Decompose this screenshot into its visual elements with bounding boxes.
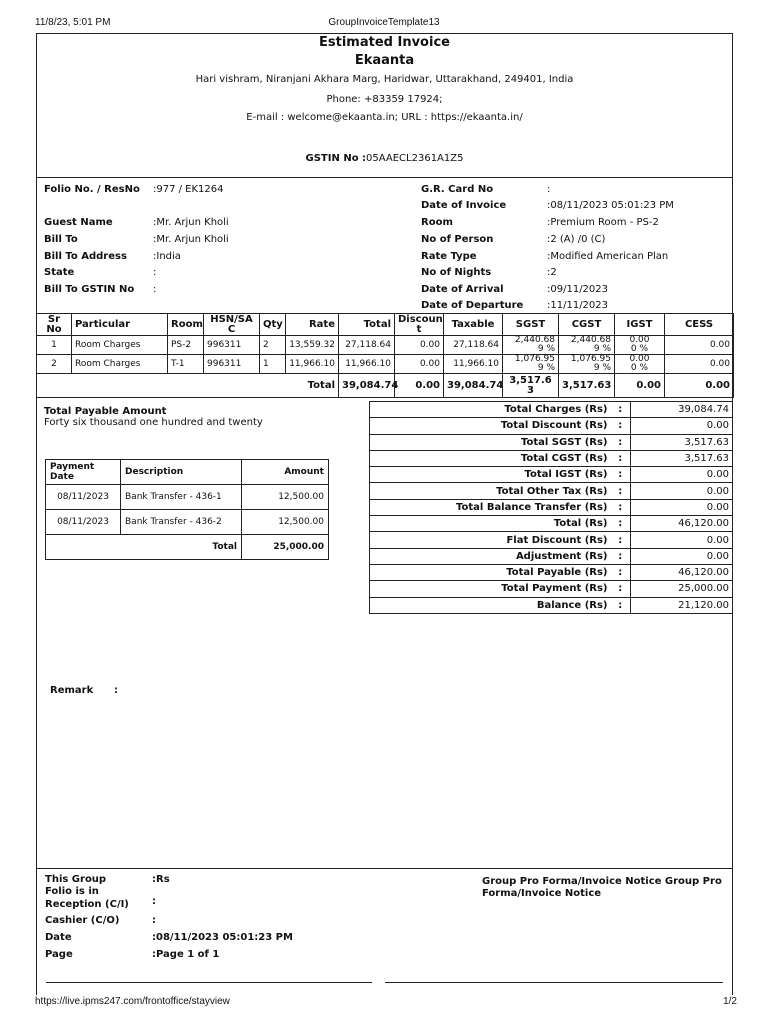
- departure-value: :11/11/2023: [547, 300, 609, 311]
- payment-date: 08/11/2023: [46, 485, 121, 510]
- total-payable-text: Forty six thousand one hundred and twenty: [44, 417, 263, 428]
- charges-total-igst: 0.00: [615, 374, 665, 398]
- billaddr-value: :India: [153, 251, 181, 262]
- charges-total-taxable: 39,084.74: [444, 374, 503, 398]
- summary-table: [369, 401, 733, 614]
- remark: [50, 685, 118, 696]
- invoice-notice: Group Pro Forma/Invoice Notice Group Pro Forma/Invoice Notice: [482, 876, 722, 899]
- summary-value: 3,517.63: [631, 434, 733, 450]
- sgst-amount: 2,440.68: [514, 335, 555, 345]
- invoice-document: [36, 33, 733, 995]
- summary-label: Total CGST (Rs): [370, 450, 611, 466]
- cell-particular: Room Charges: [72, 355, 168, 374]
- cell-taxable: 27,118.64: [444, 336, 503, 355]
- state-label: State: [44, 267, 75, 278]
- departure-label: Date of Departure: [421, 300, 524, 311]
- reception-value: :: [152, 896, 156, 907]
- igst-percent: 0 %: [630, 363, 649, 373]
- summary-value: 3,517.63: [631, 450, 733, 466]
- hotel-address: Hari vishram, Niranjani Akhara Marg, Haridwar, Uttarakhand, 249401, India: [195, 74, 574, 85]
- summary-colon: :: [611, 581, 631, 597]
- total-payable-words: [44, 406, 263, 428]
- persons-label: No of Person: [421, 234, 494, 245]
- table-row: [46, 485, 329, 510]
- date-row: [45, 932, 293, 943]
- persons-value: :2 (A) /0 (C): [547, 234, 606, 245]
- col-discount: Discoun t: [395, 314, 444, 336]
- cell-rate: 11,966.10: [286, 355, 339, 374]
- summary-value: 46,120.00: [631, 516, 733, 532]
- cell-cgst: [559, 336, 615, 355]
- table-row: [46, 510, 329, 535]
- summary-label: Total Discount (Rs): [370, 418, 611, 434]
- print-page-count: 1/2: [723, 996, 737, 1007]
- cell-sr: 2: [37, 355, 72, 374]
- summary-label: Balance (Rs): [370, 597, 611, 613]
- charges-total-cgst: 3,517.63: [559, 374, 615, 398]
- signature-line-left: [46, 982, 372, 983]
- igst-percent: 0 %: [630, 344, 649, 354]
- sgst-percent: 9 %: [537, 344, 555, 354]
- col-igst: IGST: [615, 314, 665, 336]
- print-page-title: GroupInvoiceTemplate13: [328, 17, 440, 28]
- remark-colon: :: [114, 685, 118, 696]
- doi-value: :08/11/2023 05:01:23 PM: [547, 200, 674, 211]
- hotel-phone: Phone: +83359 17924;: [326, 94, 443, 105]
- cell-discount: 0.00: [395, 355, 444, 374]
- invoice-title: Estimated Invoice: [319, 35, 450, 50]
- summary-row: [370, 532, 733, 548]
- invoice-header: [37, 34, 732, 178]
- summary-colon: :: [611, 532, 631, 548]
- nights-label: No of Nights: [421, 267, 492, 278]
- date-value: :08/11/2023 05:01:23 PM: [152, 932, 293, 943]
- summary-value: 0.00: [631, 483, 733, 499]
- print-header: [0, 0, 768, 34]
- page-row: [45, 949, 220, 960]
- igst-amount: 0.00: [629, 335, 650, 345]
- summary-label: Total Other Tax (Rs): [370, 483, 611, 499]
- col-cess: CESS: [665, 314, 734, 336]
- room-label: Room: [421, 217, 453, 228]
- charges-total-row: [37, 374, 734, 398]
- gstin-value: 05AAECL2361A1Z5: [366, 153, 464, 164]
- payments-table: [45, 459, 329, 560]
- folio-label: Folio No. / ResNo: [44, 184, 140, 195]
- col-rate: Rate: [286, 314, 339, 336]
- cell-discount: 0.00: [395, 336, 444, 355]
- cell-hsn: 996311: [204, 355, 260, 374]
- charges-total-label: Total: [37, 374, 339, 398]
- summary-colon: :: [611, 499, 631, 515]
- room-value: :Premium Room - PS-2: [547, 217, 659, 228]
- cell-taxable: 11,966.10: [444, 355, 503, 374]
- table-row: [37, 336, 734, 355]
- cell-cgst: [559, 355, 615, 374]
- payments-total-row: [46, 535, 329, 560]
- state-value: :: [153, 267, 157, 278]
- payments-total-label: Total: [46, 535, 242, 560]
- summary-value: 39,084.74: [631, 402, 733, 418]
- table-row: [37, 355, 734, 374]
- col-payment-date: Payment Date: [46, 460, 121, 485]
- charges-table: [36, 313, 734, 398]
- cashier-row: [45, 915, 156, 926]
- summary-value: 0.00: [631, 467, 733, 483]
- cell-sgst: [503, 355, 559, 374]
- cell-igst: [615, 336, 665, 355]
- col-description: Description: [121, 460, 242, 485]
- payment-description: Bank Transfer - 436-1: [121, 485, 242, 510]
- summary-colon: :: [611, 467, 631, 483]
- group-folio-value: :Rs: [152, 874, 170, 885]
- bill-gstin-label: Bill To GSTIN No: [44, 284, 135, 295]
- summary-colon: :: [611, 516, 631, 532]
- cell-sr: 1: [37, 336, 72, 355]
- group-folio-row: [45, 874, 170, 898]
- cgst-amount: 2,440.68: [570, 335, 611, 345]
- grcard-value: :: [547, 184, 551, 195]
- payment-description: Bank Transfer - 436-2: [121, 510, 242, 535]
- print-footer: [0, 996, 768, 1016]
- summary-row: [370, 597, 733, 613]
- charges-total-sgst: 3,517.6 3: [503, 374, 559, 398]
- summary-value: 21,120.00: [631, 597, 733, 613]
- summary-colon: :: [611, 402, 631, 418]
- group-folio-label: This Group Folio is in: [45, 874, 107, 897]
- guest-label: Guest Name: [44, 217, 113, 228]
- summary-row: [370, 516, 733, 532]
- bill-gstin-value: :: [153, 284, 157, 295]
- summary-row: [370, 548, 733, 564]
- igst-amount: 0.00: [629, 354, 650, 364]
- grcard-label: G.R. Card No: [421, 184, 494, 195]
- summary-row: [370, 499, 733, 515]
- arrival-label: Date of Arrival: [421, 284, 504, 295]
- summary-row: [370, 564, 733, 580]
- hotel-gstin: [37, 153, 732, 164]
- cell-rate: 13,559.32: [286, 336, 339, 355]
- cgst-amount: 1,076.95: [570, 354, 611, 364]
- page-label: Page: [45, 949, 73, 960]
- summary-label: Total SGST (Rs): [370, 434, 611, 450]
- col-srno: Sr No: [37, 314, 72, 336]
- print-url: https://live.ipms247.com/frontoffice/stayview: [35, 996, 230, 1007]
- ratetype-label: Rate Type: [421, 251, 477, 262]
- cell-room: T-1: [168, 355, 204, 374]
- summary-label: Total Balance Transfer (Rs): [370, 499, 611, 515]
- summary-row: [370, 418, 733, 434]
- summary-row: [370, 450, 733, 466]
- charges-total-cess: 0.00: [665, 374, 734, 398]
- guest-value: :Mr. Arjun Kholi: [153, 217, 229, 228]
- col-sgst: SGST: [503, 314, 559, 336]
- cell-qty: 2: [260, 336, 286, 355]
- date-label: Date: [45, 932, 72, 943]
- sgst-percent: 9 %: [537, 363, 555, 373]
- col-particular: Particular: [72, 314, 168, 336]
- nights-value: :2: [547, 267, 557, 278]
- gstin-label: GSTIN No :: [305, 153, 367, 164]
- col-total: Total: [339, 314, 395, 336]
- cell-cess: 0.00: [665, 355, 734, 374]
- cell-sgst: [503, 336, 559, 355]
- summary-colon: :: [611, 548, 631, 564]
- summary-colon: :: [611, 564, 631, 580]
- summary-value: 0.00: [631, 418, 733, 434]
- summary-value: 25,000.00: [631, 581, 733, 597]
- cell-hsn: 996311: [204, 336, 260, 355]
- cell-total: 11,966.10: [339, 355, 395, 374]
- hotel-email: E-mail : welcome@ekaanta.in; URL : https://ekaanta.in/: [246, 112, 523, 123]
- billaddr-label: Bill To Address: [44, 251, 127, 262]
- charges-total-amount: 39,084.74: [339, 374, 395, 398]
- summary-label: Total (Rs): [370, 516, 611, 532]
- col-room: Room: [168, 314, 204, 336]
- payment-date: 08/11/2023: [46, 510, 121, 535]
- charges-total-discount: 0.00: [395, 374, 444, 398]
- summary-row: [370, 581, 733, 597]
- summary-colon: :: [611, 434, 631, 450]
- cell-igst: [615, 355, 665, 374]
- summary-label: Total Charges (Rs): [370, 402, 611, 418]
- arrival-value: :09/11/2023: [547, 284, 609, 295]
- summary-value: 0.00: [631, 499, 733, 515]
- payments-total-value: 25,000.00: [242, 535, 329, 560]
- cell-particular: Room Charges: [72, 336, 168, 355]
- cell-qty: 1: [260, 355, 286, 374]
- reception-row: [45, 896, 156, 910]
- cell-room: PS-2: [168, 336, 204, 355]
- folio-value: :977 / EK1264: [153, 184, 224, 195]
- summary-label: Adjustment (Rs): [370, 548, 611, 564]
- summary-row: [370, 402, 733, 418]
- cashier-label: Cashier (C/O): [45, 915, 120, 926]
- summary-label: Total IGST (Rs): [370, 467, 611, 483]
- billto-value: :Mr. Arjun Kholi: [153, 234, 229, 245]
- cgst-percent: 9 %: [593, 363, 611, 373]
- doi-label: Date of Invoice: [421, 200, 507, 211]
- print-timestamp: 11/8/23, 5:01 PM: [35, 17, 111, 28]
- summary-colon: :: [611, 418, 631, 434]
- signature-line-right: [385, 982, 723, 983]
- hotel-name: Ekaanta: [354, 53, 415, 68]
- summary-value: 0.00: [631, 532, 733, 548]
- total-payable-heading: Total Payable Amount: [44, 406, 167, 417]
- page-value: :Page 1 of 1: [152, 949, 220, 960]
- summary-value: 0.00: [631, 548, 733, 564]
- summary-label: Total Payment (Rs): [370, 581, 611, 597]
- summary-row: [370, 467, 733, 483]
- summary-value: 46,120.00: [631, 564, 733, 580]
- summary-colon: :: [611, 450, 631, 466]
- cashier-value: :: [152, 915, 156, 926]
- summary-colon: :: [611, 483, 631, 499]
- payment-amount: 12,500.00: [242, 510, 329, 535]
- invoice-footer: [37, 868, 732, 960]
- ratetype-value: :Modified American Plan: [547, 251, 669, 262]
- summary-label: Flat Discount (Rs): [370, 532, 611, 548]
- billto-label: Bill To: [44, 234, 78, 245]
- col-taxable: Taxable: [444, 314, 503, 336]
- sgst-amount: 1,076.95: [514, 354, 555, 364]
- col-cgst: CGST: [559, 314, 615, 336]
- cell-total: 27,118.64: [339, 336, 395, 355]
- summary-label: Total Payable (Rs): [370, 564, 611, 580]
- payments-header-row: [46, 460, 329, 485]
- summary-colon: :: [611, 597, 631, 613]
- remark-label: Remark: [50, 685, 94, 696]
- cgst-percent: 9 %: [593, 344, 611, 354]
- charges-header-row: [37, 314, 734, 336]
- col-qty: Qty: [260, 314, 286, 336]
- cell-cess: 0.00: [665, 336, 734, 355]
- payment-amount: 12,500.00: [242, 485, 329, 510]
- summary-row: [370, 483, 733, 499]
- reception-label: Reception (C/I): [45, 899, 129, 910]
- summary-row: [370, 434, 733, 450]
- col-amount: Amount: [242, 460, 329, 485]
- col-hsn: HSN/SA C: [204, 314, 260, 336]
